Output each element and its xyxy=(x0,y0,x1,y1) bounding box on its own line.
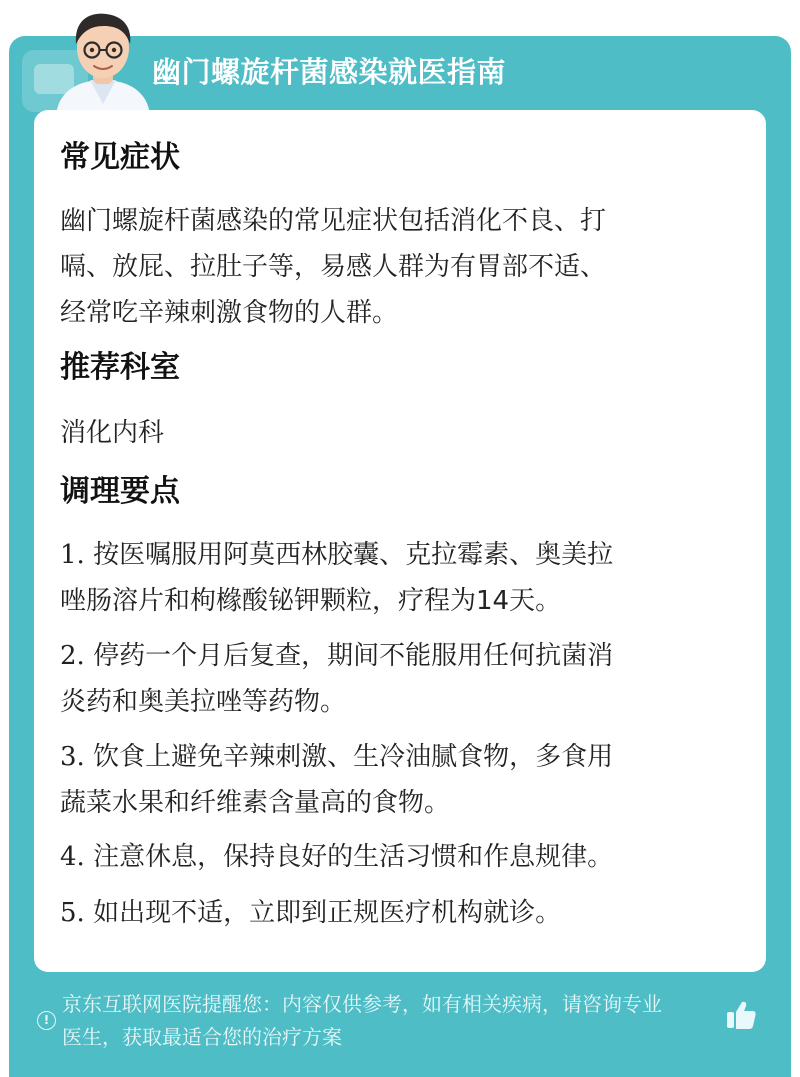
care-item-3: 3. 饮食上避免辛辣刺激、生冷油腻食物，多食用 蔬菜水果和纤维素含量高的食物。 xyxy=(60,742,614,818)
symptoms-text: 幽门螺旋杆菌感染的常见症状包括消化不良、打 嗝、放屁、拉肚子等，易感人群为有胃部不适、 经常吃辛辣刺激食物的人群。 xyxy=(60,206,607,328)
care-item-1: 1. 按医嘱服用阿莫西林胶囊、克拉霉素、奥美拉 唑肠溶片和枸橼酸铋钾颗粒，疗程为14天。 xyxy=(60,540,614,616)
info-icon: ! xyxy=(37,1011,56,1030)
care-item-5: 5. 如出现不适，立即到正规医疗机构就诊。 xyxy=(60,898,562,928)
care-item-4: 4. 注意休息，保持良好的生活习惯和作息规律。 xyxy=(60,842,614,872)
department-heading: 推荐科室 xyxy=(60,350,180,385)
care-heading: 调理要点 xyxy=(60,474,180,509)
department-value: 消化内科 xyxy=(60,418,165,448)
thumbs-up-icon[interactable] xyxy=(724,998,758,1032)
doctor-avatar xyxy=(48,4,158,116)
care-item-2: 2. 停药一个月后复查，期间不能服用任何抗菌消 炎药和奥美拉唑等药物。 xyxy=(60,641,614,717)
page-title: 幽门螺旋杆菌感染就医指南 xyxy=(152,55,507,89)
disclaimer-text: 京东互联网医院提醒您：内容仅供参考，如有相关疾病，请咨询专业 医生，获取最适合您的治疗方案 xyxy=(62,992,662,1049)
symptoms-heading: 常见症状 xyxy=(60,140,180,175)
